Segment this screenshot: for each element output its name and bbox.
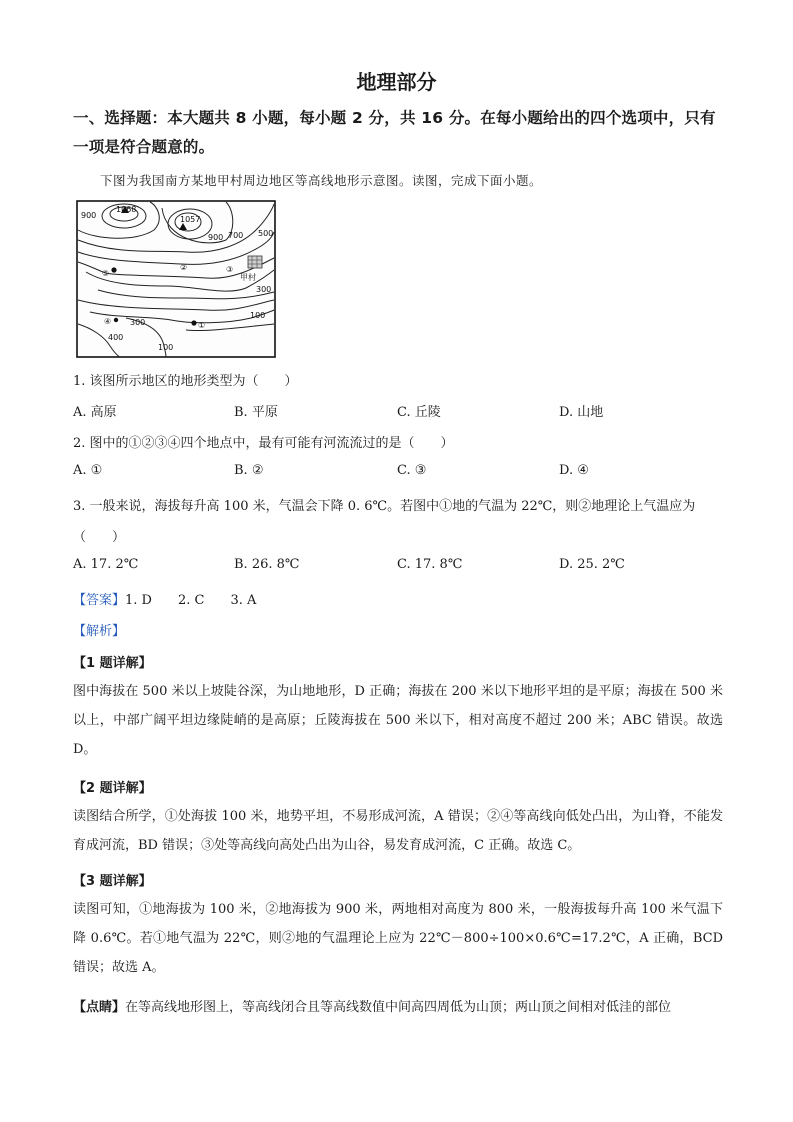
q3-option-c: C. 17. 8℃ [397,557,463,572]
q1-option-d: D. 山地 [559,405,604,420]
map-label-900b: 900 [208,233,224,242]
map-label-village: 甲村 [240,273,256,282]
detail-3-text: 读图可知，①地海拔为 100 米，②地海拔为 900 米，两地相对高度为 800 米，一般海拔每升高 100 米气温下降 0.6℃。若①地气温为 22℃，则②地的气温理论上应为 22℃－800÷100×0.6℃=17.2℃，A 正确，BCD 错误；故选 A。 [73,902,723,975]
map-point-1: ① [198,321,206,330]
map-point-3: ③ [226,265,234,274]
q3-option-d: D. 25. 2℃ [559,557,625,572]
map-label-400: 400 [108,333,124,342]
map-point-2: ② [180,263,188,272]
map-label-100: 100 [250,311,266,320]
answer-1: 1. D [125,593,152,608]
q2-option-b: B. ② [234,463,264,478]
question-2-stem: 2. 图中的①②③④四个地点中，最有可能有河流流过的是（ ） [73,436,454,451]
contour-map [76,200,276,358]
analysis-tag: 【解析】 [73,624,126,639]
tip-paragraph [73,993,723,1022]
question-intro: 下图为我国南方某地甲村周边地区等高线地形示意图。读图，完成下面小题。 [100,173,543,188]
answer-2: 2. C [177,593,205,608]
q1-option-c: C. 丘陵 [397,405,441,420]
detail-2-text: 读图结合所学，①处海拔 100 米，地势平坦，不易形成河流，A 错误；②④等高线向低处凸出，为山脊，不能发育成河流，BD 错误；③处等高线向高处凸出为山谷，易发育成河流，C 正确。故选 C。 [73,809,723,853]
detail-1-heading: 【1 题详解】 [73,656,152,671]
answer-line [73,589,256,608]
q3-option-a: A. 17. 2℃ [73,557,139,572]
tip-text: 在等高线地形图上，等高线闭合且等高线数值中间高四周低为山顶；两山顶之间相对低洼的部位 [125,1000,672,1015]
q2-option-c: C. ③ [397,463,427,478]
answer-3: 3. A [230,593,257,608]
question-3-stem-cont: （ ） [73,530,126,545]
map-label-700: 700 [228,231,244,240]
section-heading: 一、选择题：本大题共 8 小题，每小题 2 分，共 16 分。在每小题给出的四个选项中，只有一项是符合题意的。 [73,109,716,156]
map-point-4: ④ [104,317,112,326]
map-label-peak-1057: 1057 [180,215,201,224]
q2-option-a: A. ① [73,463,103,478]
contour-map-svg [76,200,276,358]
map-label-500: 500 [258,229,274,238]
q3-option-b: B. 26. 8℃ [234,557,300,572]
detail-3-heading: 【3 题详解】 [73,874,152,889]
q1-option-b: B. 平原 [234,405,278,420]
tip-tag: 【点睛】 [73,1000,126,1015]
map-label-300b: 300 [130,318,146,327]
map-label-300: 300 [256,285,272,294]
detail-2-heading: 【2 题详解】 [73,781,152,796]
answer-tag: 【答案】 [73,593,126,608]
page-title: 地理部分 [356,70,437,94]
q2-option-d: D. ④ [559,463,589,478]
question-3-stem: 3. 一般来说，海拔每升高 100 米，气温会下降 0. 6℃。若图中①地的气温为 22℃，则②地理论上气温应为 [73,499,696,514]
map-label-peak-1068: 1068 [116,205,137,214]
map-point-5: ⑤ [102,269,110,278]
question-1-stem: 1. 该图所示地区的地形类型为（ ） [73,374,298,389]
map-label-900: 900 [81,211,97,220]
map-label-100b: 100 [158,343,174,352]
detail-1-text: 图中海拔在 500 米以上坡陡谷深，为山地地形，D 正确；海拔在 200 米以下地形平坦的是平原；海拔在 500 米以上，中部广阔平坦边缘陡峭的是高原；丘陵海拔在 500 米以下，相对高度不超过 200 米；ABC 错误。故选 D。 [73,684,723,757]
q1-option-a: A. 高原 [73,405,117,420]
